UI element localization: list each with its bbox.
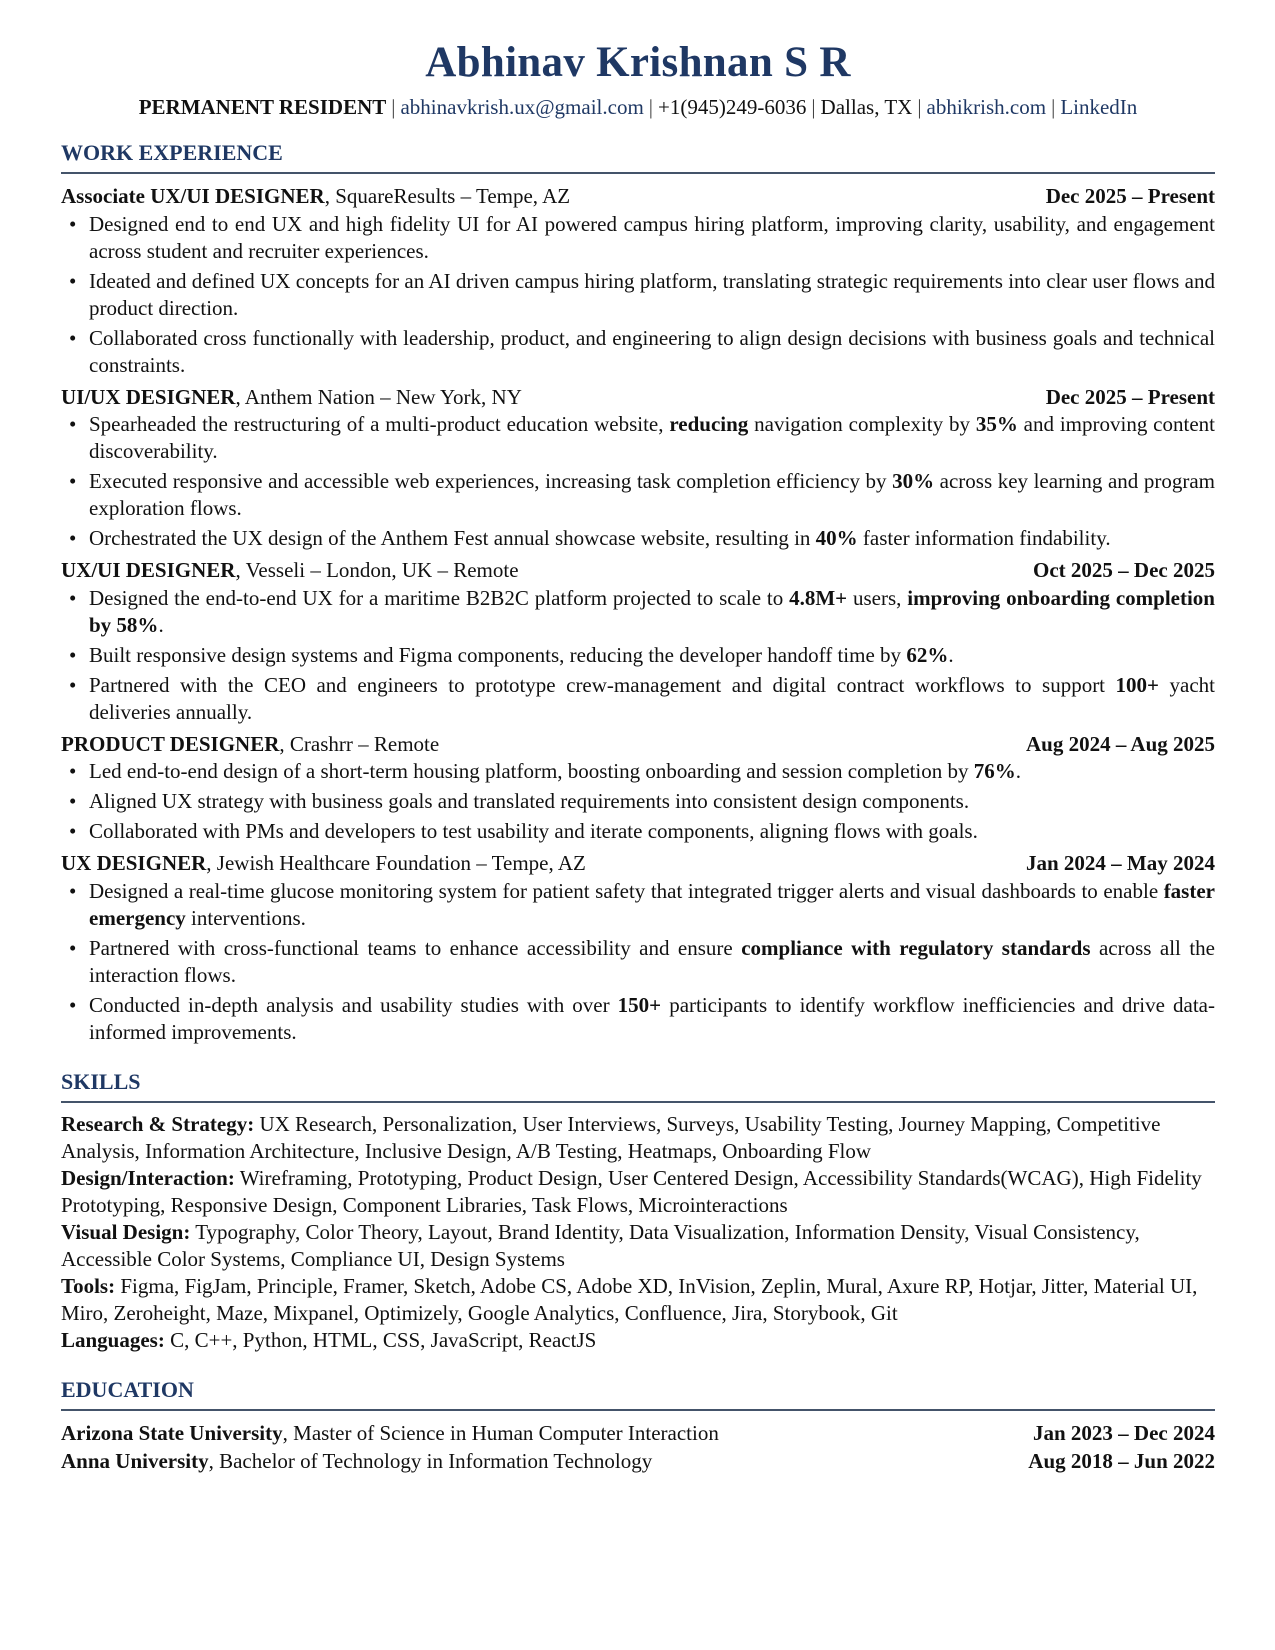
skill-values: C, C++, Python, HTML, CSS, JavaScript, ReactJS <box>164 1327 597 1352</box>
residency-status: PERMANENT RESIDENT <box>138 95 387 119</box>
candidate-name: Abhinav Krishnan S R <box>425 39 851 86</box>
job-bullets <box>61 758 1215 845</box>
bullet-text: . <box>948 642 954 667</box>
school-name: Arizona State University <box>61 1420 283 1445</box>
phone: +1(945)249-6036 <box>658 95 807 119</box>
job-header <box>61 730 1215 759</box>
skill-row <box>61 1327 1215 1354</box>
bullet-text: . <box>158 612 164 637</box>
bullet-item <box>61 411 1215 465</box>
bullet-item <box>61 878 1215 932</box>
job-organization: , Anthem Nation – New York, NY <box>235 384 522 409</box>
bullet-text: across all the interaction flows. <box>89 935 1215 987</box>
bullet-text: Ideated and defined UX concepts for an AI driven campus hiring platform, translating strategic requirements into clear user flows and product direction. <box>89 268 1215 320</box>
bullet-text: navigation complexity by <box>748 412 976 436</box>
bullet-text: interventions. <box>185 905 306 930</box>
bullet-item <box>61 758 1215 785</box>
bullet-highlight: compliance with regulatory standards <box>741 935 1091 960</box>
bullet-text: users, <box>847 585 908 610</box>
job-entry <box>61 556 1215 726</box>
skill-row <box>61 1219 1215 1273</box>
bullet-item <box>61 325 1215 379</box>
bullet-text: Designed end to end UX and high fidelity UI for AI powered campus hiring platform, improving clarity, usability, and engagement across student and recruiter experiences. <box>89 211 1215 263</box>
education-dates: Jan 2023 – Dec 2024 <box>1033 1420 1215 1445</box>
bullet-text: Orchestrated the UX design of the Anthem Fest annual showcase website, resulting in <box>89 526 816 550</box>
work-experience-list <box>61 182 1215 1046</box>
education-degree-line <box>61 1447 652 1475</box>
separator: | <box>648 95 653 119</box>
bullet-text: and improving content discoverability. <box>89 412 1215 463</box>
bullet-text: Built responsive design systems and Figma components, reducing the developer handoff time by <box>89 642 907 667</box>
job-title-line <box>61 849 586 878</box>
job-header <box>61 556 1215 585</box>
skill-values: Wireframing, Prototyping, Product Design, User Centered Design, Accessibility Standards(WCAG), High Fidelity Prototyping, Responsive Design, Component Libraries, Task Flows, Microinteractions <box>61 1165 1202 1217</box>
separator: | <box>391 95 396 119</box>
job-title: UI/UX DESIGNER <box>61 384 236 409</box>
bullet-highlight: improving onboarding completion by 58% <box>89 585 1215 637</box>
skill-row <box>61 1111 1215 1165</box>
job-organization: , Jewish Healthcare Foundation – Tempe, AZ <box>206 851 586 875</box>
bullet-text: Partnered with cross-functional teams to enhance accessibility and ensure <box>89 935 742 960</box>
bullet-text: . <box>1015 759 1022 783</box>
skill-values: Typography, Color Theory, Layout, Brand Identity, Data Visualization, Information Density, Visual Consistency, Accessible Color Systems, Compliance UI, Design Systems <box>61 1219 1140 1271</box>
job-header <box>61 182 1215 211</box>
job-entry <box>61 730 1215 846</box>
job-title-line <box>61 730 439 759</box>
bullet-highlight: reducing <box>669 412 749 436</box>
separator: | <box>1051 95 1056 119</box>
section-heading-skills: SKILLS <box>61 1068 1215 1103</box>
bullet-item <box>61 818 1215 845</box>
bullet-item <box>61 672 1215 726</box>
contact-line <box>61 93 1215 121</box>
job-title: Associate UX/UI DESIGNER <box>61 184 325 208</box>
bullet-text: Collaborated cross functionally with leadership, product, and engineering to align design decisions with business goals and technical constraints. <box>89 325 1215 377</box>
job-title-line <box>61 383 522 412</box>
bullet-text: Partnered with the CEO and engineers to prototype crew-management and digital contract workflows to support <box>89 672 1116 697</box>
job-dates: Dec 2025 – Present <box>1045 184 1215 208</box>
bullet-item <box>61 788 1215 815</box>
job-title: UX DESIGNER <box>61 851 207 875</box>
bullet-text: Spearheaded the restructuring of a multi-product education website, <box>89 412 670 436</box>
job-entry <box>61 182 1215 379</box>
job-bullets <box>61 585 1215 726</box>
email-link[interactable]: abhinavkrish.ux@gmail.com <box>400 95 644 119</box>
bullet-highlight: 4.8M+ <box>789 585 848 610</box>
bullet-item <box>61 585 1215 639</box>
education-row <box>61 1419 1215 1447</box>
job-bullets <box>61 411 1215 552</box>
job-entry <box>61 383 1215 553</box>
bullet-text: Executed responsive and accessible web experiences, increasing task completion efficiency by <box>89 469 893 493</box>
skill-category: Visual Design: <box>61 1219 191 1244</box>
skill-category: Design/Interaction: <box>61 1165 235 1190</box>
job-dates: Dec 2025 – Present <box>1045 384 1215 409</box>
bullet-highlight: 150+ <box>617 992 662 1017</box>
location: Dallas, TX <box>820 95 913 119</box>
linkedin-link[interactable]: LinkedIn <box>1060 95 1138 119</box>
job-header <box>61 849 1215 878</box>
bullet-text: Aligned UX strategy with business goals and translated requirements into consistent design components. <box>89 789 970 813</box>
skill-category: Languages: <box>61 1327 165 1352</box>
section-heading-education: EDUCATION <box>61 1376 1215 1411</box>
education-degree-line <box>61 1419 719 1447</box>
bullet-text: Designed a real-time glucose monitoring system for patient safety that integrated trigger alerts and visual dashboards to enable <box>89 878 1164 903</box>
bullet-highlight: 35% <box>975 412 1018 436</box>
skill-values: Figma, FigJam, Principle, Framer, Sketch, Adobe CS, Adobe XD, InVision, Zeplin, Mural, Axure RP, Hotjar, Jitter, Material UI, Miro, Zeroheight, Maze, Mixpanel, Optimizely, Google Analytics, Confluence, Jira, Storybook, Git <box>61 1273 1198 1325</box>
bullet-item <box>61 268 1215 322</box>
bullet-text: Collaborated with PMs and developers to test usability and iterate components, aligning flows with goals. <box>89 819 978 843</box>
separator: | <box>811 95 816 119</box>
bullet-highlight: 30% <box>892 469 935 493</box>
job-title: PRODUCT DESIGNER <box>61 731 280 756</box>
job-title-line <box>61 182 570 211</box>
job-header <box>61 383 1215 412</box>
bullet-item <box>61 211 1215 265</box>
bullet-item <box>61 642 1215 669</box>
job-dates: Oct 2025 – Dec 2025 <box>1033 558 1215 582</box>
bullet-item <box>61 935 1215 989</box>
job-bullets <box>61 211 1215 379</box>
education-row <box>61 1447 1215 1475</box>
bullet-item <box>61 525 1215 552</box>
job-entry <box>61 849 1215 1046</box>
skill-values: UX Research, Personalization, User Interviews, Surveys, Usability Testing, Journey Mapping, Competitive Analysis, Information Architecture, Inclusive Design, A/B Testing, Heatmaps, Onboarding Flow <box>61 1111 1161 1163</box>
skill-category: Research & Strategy: <box>61 1111 255 1136</box>
skills-list <box>61 1111 1215 1354</box>
bullet-text: Conducted in-depth analysis and usability studies with over <box>89 992 618 1017</box>
education-list <box>61 1419 1215 1475</box>
bullet-item <box>61 992 1215 1046</box>
bullet-text: faster information findability. <box>857 526 1111 550</box>
section-heading-work: WORK EXPERIENCE <box>61 139 1215 174</box>
bullet-highlight: 100+ <box>1115 672 1159 697</box>
job-title: UX/UI DESIGNER <box>61 558 236 582</box>
job-bullets <box>61 878 1215 1046</box>
skill-row <box>61 1273 1215 1327</box>
job-dates: Jan 2024 – May 2024 <box>1026 851 1215 875</box>
job-title-line <box>61 556 519 585</box>
bullet-text: Designed the end-to-end UX for a maritime B2B2C platform projected to scale to <box>89 585 790 610</box>
school-name: Anna University <box>61 1448 209 1473</box>
job-organization: , Vesseli – London, UK – Remote <box>235 558 519 582</box>
bullet-text: participants to identify workflow inefficiencies and drive data-informed improvements. <box>89 992 1215 1044</box>
job-organization: , Crashrr – Remote <box>279 731 440 756</box>
bullet-text: across key learning and program exploration flows. <box>89 469 1215 520</box>
job-dates: Aug 2024 – Aug 2025 <box>1025 731 1215 756</box>
degree: , Bachelor of Technology in Information Technology <box>208 1448 653 1473</box>
degree: , Master of Science in Human Computer Interaction <box>282 1420 719 1445</box>
education-dates: Aug 2018 – Jun 2022 <box>1028 1448 1215 1473</box>
bullet-highlight: 40% <box>815 526 858 550</box>
bullet-highlight: 76% <box>973 759 1016 783</box>
bullet-text: yacht deliveries annually. <box>89 672 1215 724</box>
job-organization: , SquareResults – Tempe, AZ <box>324 184 571 208</box>
bullet-item <box>61 468 1215 522</box>
website-link[interactable]: abhikrish.com <box>926 95 1047 119</box>
bullet-highlight: 62% <box>906 642 949 667</box>
bullet-text: Led end-to-end design of a short-term housing platform, boosting onboarding and session completion by <box>89 759 974 783</box>
skill-category: Tools: <box>61 1273 116 1298</box>
separator: | <box>917 95 922 119</box>
bullet-highlight: faster emergency <box>89 878 1215 930</box>
skill-row <box>61 1165 1215 1219</box>
